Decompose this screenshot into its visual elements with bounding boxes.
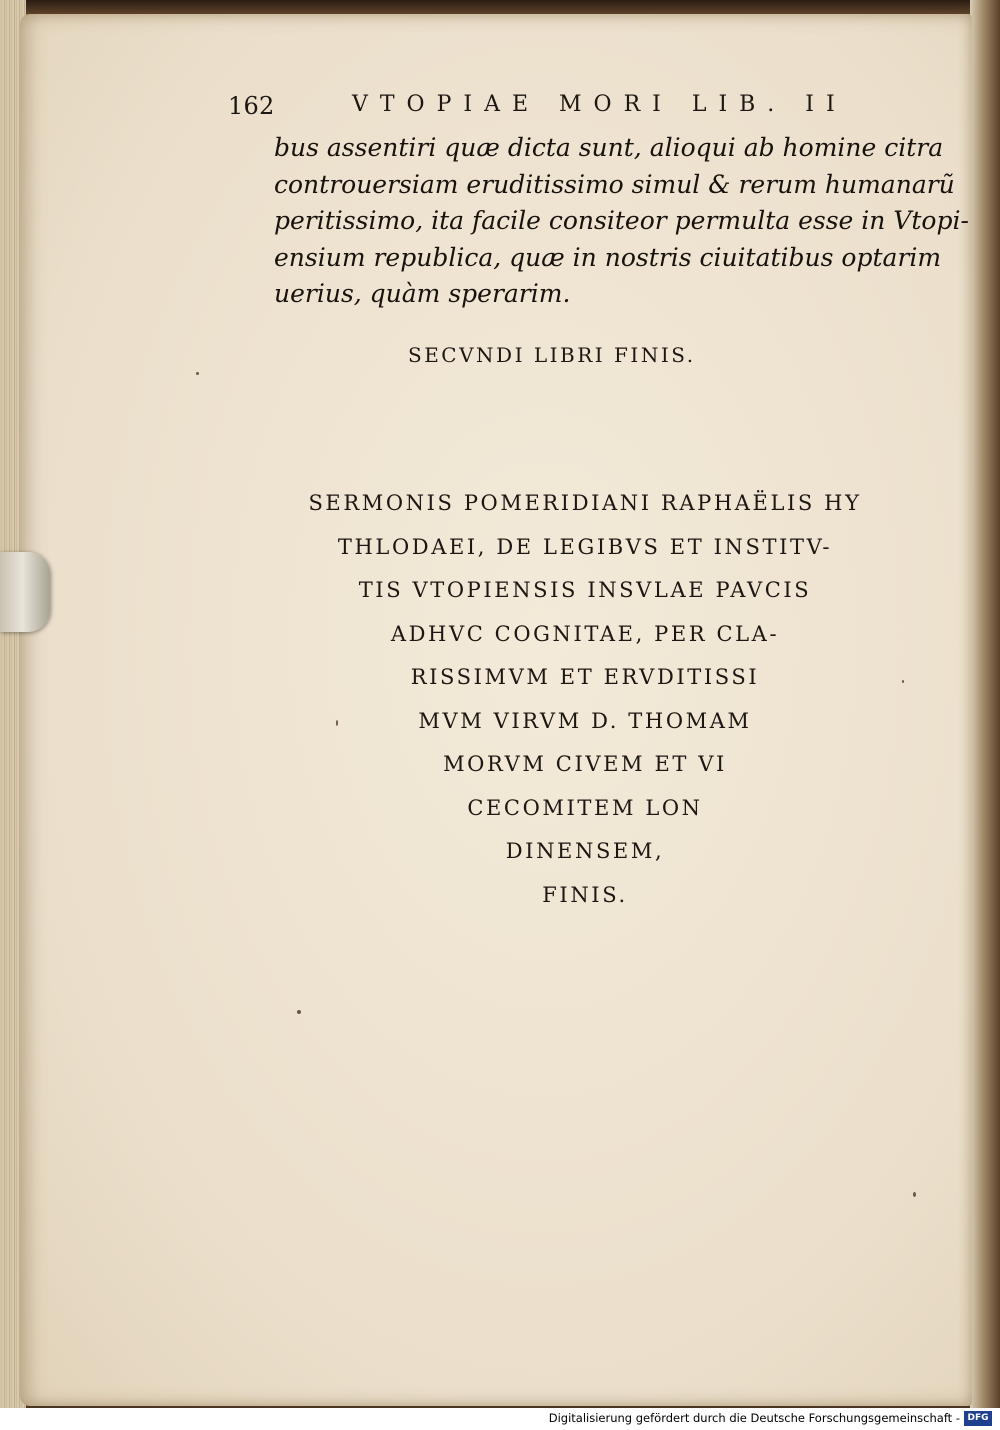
text-line: peritissimo, ita facile consiteor permulta esse in Vtopi- xyxy=(274,206,969,235)
colophon xyxy=(270,482,900,917)
running-title: VTOPIAE MORI LIB. II xyxy=(352,92,847,117)
digitization-footer xyxy=(0,1408,1000,1430)
text-line: controuersiam eruditissimo simul & rerum humanarũ xyxy=(274,169,955,199)
text-line: bus assentiri quæ dicta sunt, alioqui ab homine citra xyxy=(274,133,944,162)
colophon-line: MVM VIRVM D. THOMAM xyxy=(418,708,752,733)
text-line: uerius, quàm sperarim. xyxy=(274,279,571,308)
book-right-edge xyxy=(970,0,1000,1410)
colophon-line: CECOMITEM LON xyxy=(467,795,703,820)
text-line: ensium republica, quæ in nostris ciuitatibus optarim xyxy=(274,242,942,272)
colophon-line: RISSIMVM ET ERVDITISSI xyxy=(410,665,760,689)
colophon-line: SERMONIS POMERIDIANI RAPHAËLIS HY xyxy=(308,491,862,515)
colophon-line: ADHVC COGNITAE, PER CLA- xyxy=(390,621,780,646)
funding-credit: Digitalisierung gefördert durch die Deutsche Forschungsgemeinschaft - xyxy=(548,1411,960,1425)
paper-speck xyxy=(196,372,199,375)
paper-speck xyxy=(913,1192,916,1197)
colophon-line: MORVM CIVEM ET VI xyxy=(443,752,727,776)
body-text xyxy=(274,130,969,313)
book-end-heading: SECVNDI LIBRI FINIS. xyxy=(408,343,696,367)
colophon-line: DINENSEM, xyxy=(505,839,665,863)
page-number: 162 xyxy=(228,92,275,120)
paper-speck xyxy=(336,720,338,726)
paper-speck xyxy=(297,1010,301,1014)
colophon-line: TIS VTOPIENSIS INSVLAE PAVCIS xyxy=(358,578,812,602)
running-header xyxy=(228,92,898,122)
colophon-line: THLODAEI, DE LEGIBVS ET INSTITV- xyxy=(337,534,833,559)
dfg-logo-icon: DFG xyxy=(964,1411,992,1426)
colophon-line: FINIS. xyxy=(542,882,628,907)
book-clamp xyxy=(0,552,50,632)
paper-speck xyxy=(902,680,904,683)
